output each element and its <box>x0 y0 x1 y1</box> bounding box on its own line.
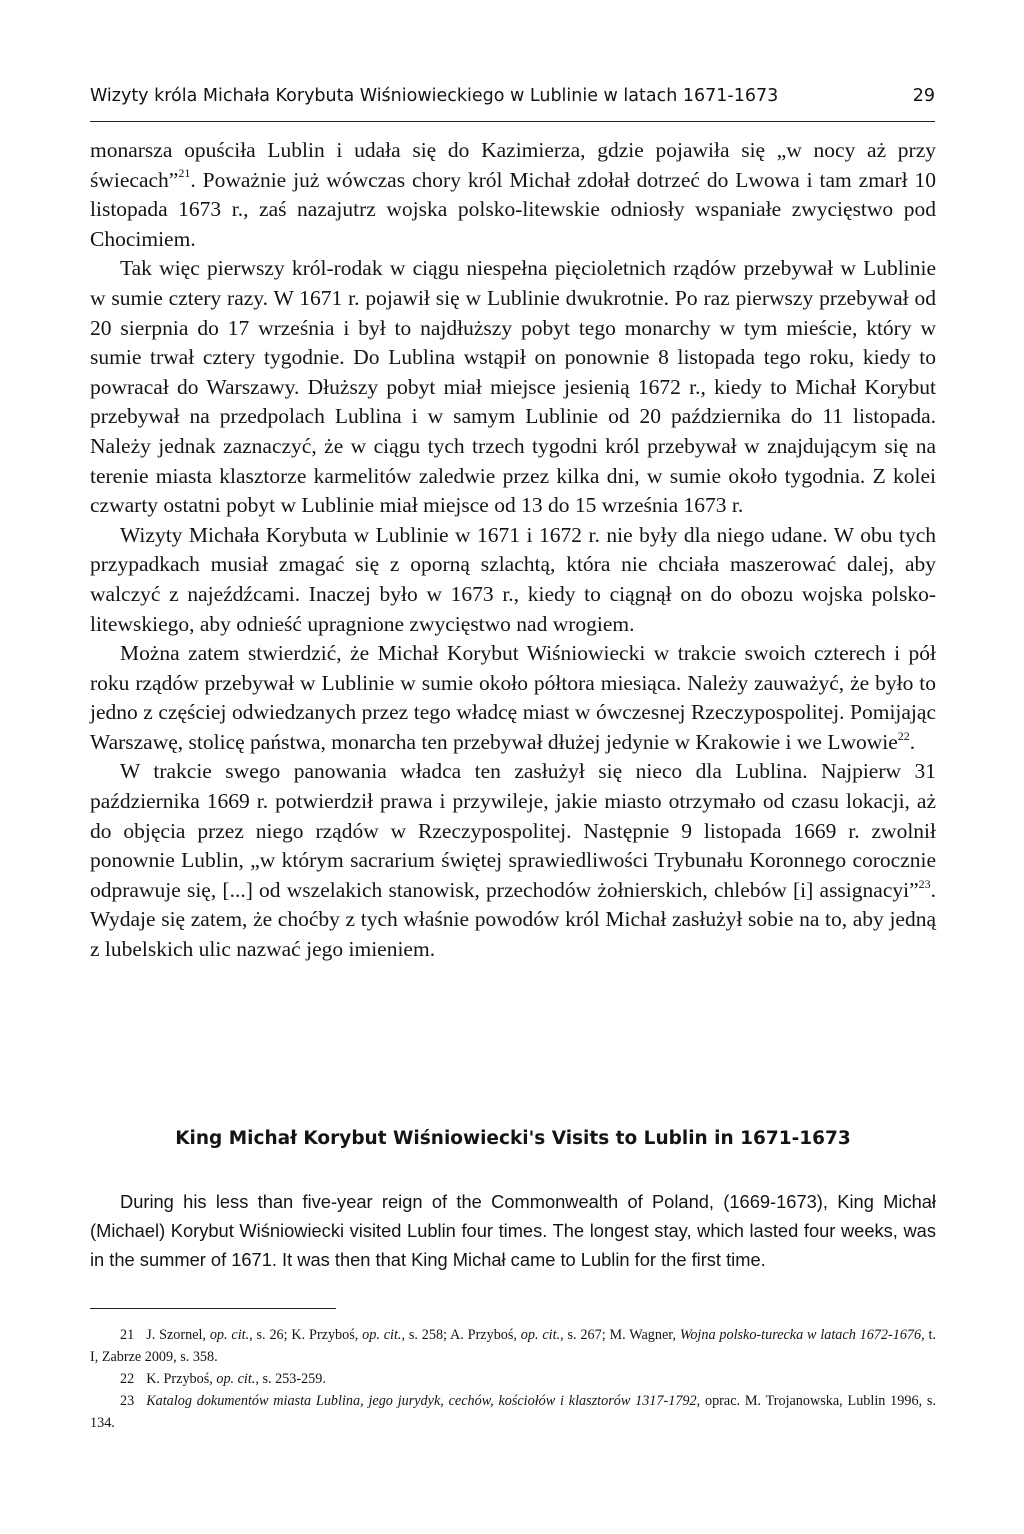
paragraph-text: . Wydaje się zatem, że choćby z tych właśnie powodów król Michał zasłużył sobie na to, aby jedną z lubelskich ulic nazwać jego imieniem. <box>90 877 936 962</box>
footnote-text: J. Szornel, <box>146 1327 210 1343</box>
paragraph-text: . Poważnie już wówczas chory król Michał zdołał dotrzeć do Lwowa i tam zmarł 10 listopada 1673 r., zaś nazajutrz wojska polsko-litewskie odniosły wspaniałe zwycięstwo pod Chocimiem. <box>90 167 936 251</box>
paragraph-text: . <box>909 729 916 754</box>
running-header <box>90 86 935 106</box>
footnote-ref-23[interactable]: 23 <box>918 876 931 891</box>
footnote-text: K. Przyboś, <box>146 1371 217 1387</box>
paragraph <box>90 136 936 254</box>
paragraph-text: Można zatem stwierdzić, że Michał Korybut Wiśniowiecki w trakcie swoich czterech i pół roku rządów przebywał w Lublinie w sumie około półtora miesiąca. Należy zauważyć, że było to jedno z częściej odwiedzanych przez tego władcę miast w ówczesnej Rzeczypospolitej. Pomijając Warszawę, stolicę państwa, monarcha ten przebywał dłużej jedynie w Krakowie i we Lwowie <box>90 641 936 754</box>
paragraph: Tak więc pierwszy król-rodak w ciągu niespełna pięcioletnich rządów przebywał w Lublinie w sumie cztery razy. W 1671 r. pojawił się w Lublinie dwukrotnie. Po raz pierwszy przebywał od 20 sierpnia do 17 września i był to najdłuższy pobyt tego monarchy w tym mieście, który w sumie trwał cztery tygodnie. Do Lublina wstąpił on ponownie 8 listopada tego roku, kiedy to powracał do Warszawy. Dłuższy pobyt miał miejsce jesienią 1672 r., kiedy to Michał Korybut przebywał na przedpolach Lublina i w samym Lublinie od 20 października do 11 listopada. Należy jednak zaznaczyć, że w ciągu tych trzech tygodni król przebywał w znajdującym się na terenie miasta klasztorze karmelitów zaledwie przez kilka dni, w sumie około tygodnia. Z kolei czwarty ostatni pobyt w Lublinie miał miejsce od 13 do 15 września 1673 r. <box>90 256 936 518</box>
footnote-22 <box>90 1368 936 1390</box>
footnote-rule <box>90 1308 336 1309</box>
footnote-ref-22[interactable]: 22 <box>897 728 910 743</box>
footnote-italic: op. cit. <box>216 1371 256 1387</box>
main-text <box>90 136 936 965</box>
paragraph <box>90 639 936 757</box>
footnote-text: , s. 253-259. <box>255 1371 326 1387</box>
footnote-number: 23 <box>120 1393 135 1409</box>
paragraph <box>90 757 936 964</box>
running-title: Wizyty króla Michała Korybuta Wiśniowieckiego w Lublinie w latach 1671-1673 <box>90 86 779 106</box>
footnotes <box>90 1324 936 1434</box>
footnote-text: , t. I, Zabrze 2009, s. 358. <box>90 1327 936 1365</box>
paragraph-text: monarsza opuściła Lublin i udała się do Kazimierza, gdzie pojawiła się „w nocy aż przy świecach” <box>90 138 936 192</box>
footnote-italic: Katalog dokumentów miasta Lublina, jego jurydyk, cechów, kościołów i klasztorów 1317-1792 <box>146 1393 697 1409</box>
page-number: 29 <box>912 86 935 106</box>
summary-heading: King Michał Korybut Wiśniowiecki's Visits to Lublin in 1671-1673 <box>175 1128 851 1149</box>
footnote-italic: op. cit. <box>520 1327 561 1343</box>
footnote-text: , s. 258; A. Przyboś, <box>401 1327 521 1343</box>
footnote-23 <box>90 1390 936 1434</box>
footnote-text: , s. 26; K. Przyboś, <box>249 1327 363 1343</box>
paragraph: Wizyty Michała Korybuta w Lublinie w 1671 i 1672 r. nie były dla niego udane. W obu tych przypadkach musiał zmagać się z oporną szlachtą, która nie chciała maszerować dalej, aby walczyć z najeźdźcami. Inaczej było w 1673 r., kiedy to ciągnął on do obozu wojska polsko-litewskiego, aby odnieść upragnione zwycięstwo nad wrogiem. <box>90 522 936 636</box>
footnote-italic: Wojna polsko-turecka w latach 1672-1676 <box>679 1327 922 1343</box>
footnote-italic: op. cit. <box>209 1327 250 1343</box>
summary-paragraph: During his less than five-year reign of the Commonwealth of Poland, (1669-1673), King Michał (Michael) Korybut Wiśniowiecki visited Lublin four times. The longest stay, which lasted four weeks, was in the summer of 1671. It was then that King Michał came to Lublin for the first time. <box>90 1191 936 1270</box>
footnote-text: , s. 267; M. Wagner, <box>560 1327 680 1343</box>
footnote-text: , oprac. M. Trojanowska, Lublin 1996, s. 134. <box>90 1393 936 1431</box>
paragraph-text: W trakcie swego panowania władca ten zasłużył się nieco dla Lublina. Najpierw 31 października 1669 r. potwierdził prawa i przywileje, jakie miasto otrzymało od czasu lokacji, aż do objęcia przez niego rządów w Rzeczypospolitej. Następnie 9 listopada 1669 r. zwolnił ponownie Lublin, „w którym sacrarium świętej sprawiedliwości Trybunału Koronnego corocznie odprawuje się, [...] od wszelakich stanowisk, przechodów żołnierskich, chlebów [i] assignacyi” <box>90 759 936 902</box>
header-rule <box>90 121 935 122</box>
footnote-21 <box>90 1324 936 1368</box>
footnote-italic: op. cit. <box>362 1327 402 1343</box>
footnote-number: 21 <box>120 1327 135 1343</box>
footnote-number: 22 <box>120 1371 135 1387</box>
footnote-ref-21[interactable]: 21 <box>178 166 191 181</box>
